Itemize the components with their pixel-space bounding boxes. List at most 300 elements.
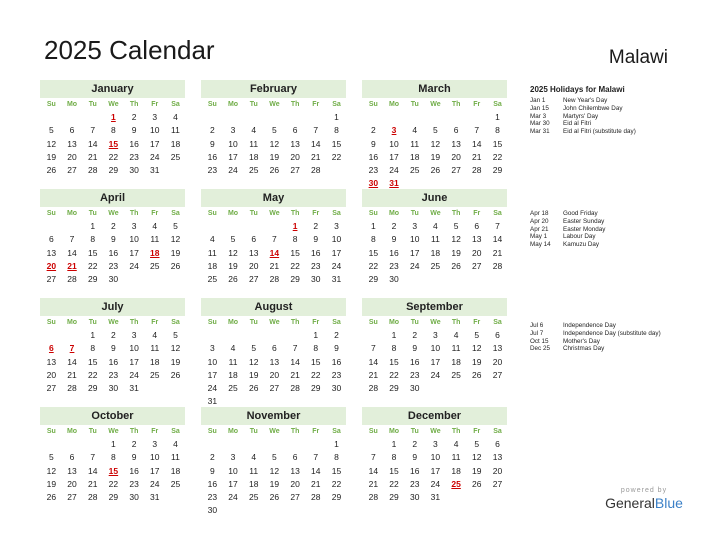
day: 27 <box>269 383 280 394</box>
empty-day <box>202 329 223 342</box>
weekday-label: Tu <box>249 319 258 326</box>
day: 14 <box>368 465 379 476</box>
day: 4 <box>173 112 178 122</box>
holiday-date: Apr 20 <box>530 217 549 225</box>
day: 6 <box>292 125 298 136</box>
holiday-date: Mar 30 <box>530 120 550 128</box>
day: 27 <box>492 478 503 489</box>
day: 19 <box>46 478 57 489</box>
weekday-label: Mo <box>388 210 400 217</box>
day: 25 <box>228 383 238 394</box>
day: 5 <box>453 221 459 231</box>
day: 8 <box>111 125 116 136</box>
day: 29 <box>331 492 342 503</box>
day: 29 <box>87 383 98 394</box>
day: 16 <box>311 247 321 258</box>
holiday-row <box>530 345 700 353</box>
month-december <box>362 407 507 504</box>
day: 6 <box>453 125 459 136</box>
weekday-label: Su <box>368 319 378 326</box>
day: 24 <box>331 260 342 271</box>
weekday-label: Tu <box>410 101 419 108</box>
day: 15 <box>311 356 321 367</box>
empty-day <box>243 220 264 233</box>
day: 4 <box>251 125 257 136</box>
month-name: April <box>40 189 185 207</box>
holiday-row <box>530 241 700 249</box>
day: 7 <box>313 452 319 463</box>
empty-day <box>404 111 425 124</box>
day: 13 <box>269 356 280 367</box>
day: 12 <box>46 465 57 476</box>
day: 5 <box>48 125 54 136</box>
day: 14 <box>311 465 321 476</box>
day: 10 <box>430 343 441 354</box>
weekday-label: Tu <box>249 428 258 435</box>
day-grid <box>362 98 507 191</box>
day: 11 <box>171 452 180 463</box>
day: 16 <box>331 356 342 367</box>
holiday-name: Mother's Day <box>563 337 600 345</box>
day: 22 <box>389 369 399 380</box>
day: 18 <box>451 465 461 476</box>
month-name: September <box>362 298 507 316</box>
holiday-name: Labour Day <box>563 233 596 241</box>
day: 19 <box>228 260 238 271</box>
day: 7 <box>69 234 75 245</box>
month-name: January <box>40 80 185 98</box>
day: 29 <box>389 492 399 503</box>
month-june <box>362 189 507 286</box>
month-july <box>40 298 185 395</box>
day: 12 <box>269 465 280 476</box>
empty-day <box>243 438 264 451</box>
weekday-label: Th <box>451 210 461 217</box>
month-november <box>201 407 346 518</box>
day: 2 <box>334 330 339 340</box>
month-name: October <box>40 407 185 425</box>
empty-day <box>363 329 384 342</box>
day: 21 <box>87 151 98 162</box>
holiday-day: 15 <box>108 138 119 149</box>
month-name: March <box>362 80 507 98</box>
holiday-name: Independence Day (substitute day) <box>563 329 661 337</box>
day: 31 <box>207 396 218 407</box>
day: 9 <box>313 234 319 245</box>
day: 1 <box>313 330 319 340</box>
holiday-date: Jul 6 <box>530 322 544 329</box>
day: 16 <box>129 465 139 476</box>
empty-day <box>202 220 223 233</box>
day: 16 <box>207 478 218 489</box>
day: 12 <box>170 234 181 245</box>
holiday-date: May 1 <box>530 233 548 241</box>
month-april <box>40 189 185 286</box>
holiday-day: 30 <box>368 178 379 189</box>
weekday-label: Fr <box>473 210 481 217</box>
weekday-label: Su <box>46 428 56 435</box>
day: 4 <box>433 221 438 231</box>
empty-day <box>62 111 83 124</box>
day: 30 <box>389 274 399 285</box>
day: 29 <box>389 383 399 394</box>
weekday-label: Mo <box>388 101 400 108</box>
month-may <box>201 189 346 286</box>
day: 12 <box>46 138 57 149</box>
day: 14 <box>87 138 98 149</box>
weekday-label: Su <box>207 428 217 435</box>
day: 18 <box>248 151 259 162</box>
day: 2 <box>111 221 116 231</box>
day: 22 <box>87 260 98 271</box>
holiday-group <box>530 210 700 249</box>
holiday-day: 25 <box>451 478 461 489</box>
holiday-date: Jan 1 <box>530 97 546 104</box>
day: 26 <box>472 369 482 380</box>
day: 13 <box>46 247 57 258</box>
day: 15 <box>331 465 342 476</box>
day: 24 <box>150 478 160 489</box>
day: 9 <box>391 234 397 245</box>
day-grid <box>40 316 185 395</box>
weekday-label: Tu <box>410 210 419 217</box>
day: 26 <box>430 165 441 176</box>
month-name: November <box>201 407 346 425</box>
month-september <box>362 298 507 395</box>
holiday-name: John Chilembwe Day <box>563 104 623 112</box>
day: 19 <box>170 247 181 258</box>
day: 6 <box>272 343 277 354</box>
weekday-label: Fr <box>151 101 159 108</box>
day: 12 <box>451 234 461 245</box>
day: 17 <box>228 478 238 489</box>
holiday-name: Eid al Fitri (substitute day) <box>563 128 636 136</box>
holiday-day: 31 <box>389 178 399 189</box>
weekday-label: Su <box>368 428 378 435</box>
day: 3 <box>209 343 215 354</box>
day: 21 <box>311 478 321 489</box>
day: 28 <box>311 165 321 176</box>
weekday-label: Sa <box>171 319 180 326</box>
day: 9 <box>209 465 215 476</box>
month-january <box>40 80 185 177</box>
empty-day <box>41 438 62 451</box>
day: 6 <box>495 439 500 449</box>
day: 7 <box>90 125 96 136</box>
day: 17 <box>430 465 441 476</box>
day: 7 <box>370 452 376 463</box>
holiday-day: 6 <box>48 343 54 354</box>
weekday-label: Su <box>46 101 56 108</box>
holiday-name: New Year's Day <box>563 97 608 104</box>
day: 10 <box>430 452 441 463</box>
day: 8 <box>391 452 397 463</box>
day: 25 <box>150 369 160 380</box>
day: 27 <box>290 165 300 176</box>
day: 7 <box>292 343 298 354</box>
day: 23 <box>409 369 420 380</box>
day: 26 <box>269 492 280 503</box>
weekday-label: Th <box>129 210 139 217</box>
weekday-label: Sa <box>332 428 341 435</box>
day: 15 <box>290 247 300 258</box>
month-name: August <box>201 298 346 316</box>
weekday-label: Tu <box>88 210 97 217</box>
weekday-label: Su <box>46 210 56 217</box>
weekday-label: Tu <box>88 319 97 326</box>
holiday-date: Apr 21 <box>530 225 549 233</box>
day: 8 <box>495 125 500 136</box>
day: 2 <box>313 221 319 231</box>
weekday-label: Sa <box>332 319 341 326</box>
empty-day <box>264 220 285 233</box>
weekday-label: Th <box>290 210 300 217</box>
day: 8 <box>391 343 397 354</box>
weekday-label: Sa <box>171 428 180 435</box>
day: 28 <box>492 260 503 271</box>
day: 24 <box>207 383 218 394</box>
weekday-label: Th <box>451 319 461 326</box>
weekday-label: Sa <box>493 101 502 108</box>
holiday-row <box>530 128 700 136</box>
month-name: July <box>40 298 185 316</box>
day: 3 <box>131 330 137 340</box>
holiday-row <box>530 120 700 128</box>
day: 14 <box>368 356 379 367</box>
day: 21 <box>87 478 98 489</box>
day: 8 <box>90 234 96 245</box>
day: 20 <box>67 151 77 162</box>
day: 20 <box>472 247 482 258</box>
powered-by-text: powered by <box>620 487 668 494</box>
day: 28 <box>290 383 300 394</box>
weekday-label: Th <box>290 101 300 108</box>
holiday-row <box>530 97 700 105</box>
weekday-label: Mo <box>227 319 239 326</box>
day: 6 <box>292 452 298 463</box>
weekday-label: Th <box>290 319 300 326</box>
day: 5 <box>230 234 236 245</box>
day: 3 <box>131 221 137 231</box>
weekday-label: Mo <box>388 319 400 326</box>
day: 12 <box>472 452 482 463</box>
weekday-label: We <box>430 210 441 217</box>
day: 8 <box>90 343 96 354</box>
day: 29 <box>368 274 379 285</box>
day: 28 <box>368 492 379 503</box>
day: 31 <box>129 383 139 394</box>
weekday-label: Fr <box>151 428 159 435</box>
day: 13 <box>492 343 503 354</box>
weekday-label: Tu <box>88 101 97 108</box>
day-grid <box>201 316 346 409</box>
day: 28 <box>67 274 77 285</box>
day: 24 <box>430 369 441 380</box>
day: 20 <box>451 151 461 162</box>
day: 29 <box>311 383 321 394</box>
holiday-date: Jul 7 <box>530 329 544 337</box>
day: 24 <box>409 260 420 271</box>
day: 22 <box>331 478 342 489</box>
empty-day <box>285 329 306 342</box>
day: 4 <box>453 330 459 340</box>
day: 23 <box>311 260 321 271</box>
day: 7 <box>495 221 500 231</box>
day: 10 <box>389 138 399 149</box>
day: 22 <box>311 369 321 380</box>
country-name: Malawi <box>608 47 668 68</box>
day: 17 <box>228 151 238 162</box>
day: 2 <box>209 125 215 136</box>
holiday-date: Apr 18 <box>530 210 549 217</box>
day: 18 <box>409 151 420 162</box>
day: 6 <box>474 221 480 231</box>
holiday-day: 21 <box>67 260 77 271</box>
holiday-day: 20 <box>46 260 57 271</box>
day: 17 <box>430 356 441 367</box>
holiday-name: Christmas Day <box>563 345 605 353</box>
day: 24 <box>389 165 399 176</box>
holiday-date: Mar 31 <box>530 128 550 136</box>
day: 19 <box>248 369 259 380</box>
holiday-day: 7 <box>69 343 75 354</box>
day: 13 <box>290 465 300 476</box>
day: 26 <box>46 165 57 176</box>
day: 5 <box>48 452 54 463</box>
day: 20 <box>67 478 77 489</box>
day: 23 <box>331 369 342 380</box>
day: 23 <box>108 369 119 380</box>
empty-day <box>223 329 244 342</box>
empty-day <box>41 220 62 233</box>
day: 3 <box>230 452 236 463</box>
day: 27 <box>248 274 259 285</box>
day: 19 <box>472 356 482 367</box>
day: 12 <box>248 356 259 367</box>
day: 9 <box>412 343 418 354</box>
day-grid <box>40 207 185 286</box>
day: 24 <box>228 492 238 503</box>
weekday-label: Th <box>129 428 139 435</box>
day: 27 <box>451 165 461 176</box>
day: 30 <box>207 505 218 516</box>
month-name: December <box>362 407 507 425</box>
weekday-label: Th <box>129 101 139 108</box>
day: 20 <box>46 369 57 380</box>
day: 1 <box>334 112 339 122</box>
day: 5 <box>474 439 480 449</box>
day: 7 <box>90 452 96 463</box>
holiday-name: Good Friday <box>563 210 598 217</box>
day: 2 <box>131 112 137 122</box>
brand-general: General <box>605 495 655 511</box>
day: 7 <box>313 125 319 136</box>
day: 10 <box>129 234 139 245</box>
day: 14 <box>67 247 77 258</box>
day: 19 <box>269 478 280 489</box>
day: 14 <box>311 138 321 149</box>
day: 30 <box>409 383 420 394</box>
day: 28 <box>87 492 98 503</box>
weekday-label: Tu <box>249 210 258 217</box>
day: 1 <box>370 221 376 231</box>
day: 17 <box>129 356 139 367</box>
months-grid <box>40 80 503 520</box>
holiday-date: Oct 15 <box>530 337 549 345</box>
holiday-list-title: 2025 Holidays for Malawi <box>530 85 625 94</box>
day: 15 <box>492 138 503 149</box>
day: 28 <box>269 274 280 285</box>
day: 19 <box>472 465 482 476</box>
day: 8 <box>111 452 116 463</box>
day: 2 <box>391 221 397 231</box>
weekday-label: Sa <box>493 319 502 326</box>
holiday-day: 18 <box>150 247 160 258</box>
day: 23 <box>207 165 218 176</box>
day: 20 <box>290 478 300 489</box>
day: 28 <box>67 383 77 394</box>
day: 27 <box>492 369 503 380</box>
day-grid <box>362 207 507 286</box>
day: 20 <box>248 260 259 271</box>
day: 19 <box>269 151 280 162</box>
day: 30 <box>108 383 119 394</box>
day: 10 <box>150 125 160 136</box>
day: 15 <box>87 247 98 258</box>
day: 10 <box>129 343 139 354</box>
page-title: 2025 Calendar <box>44 35 215 65</box>
day: 25 <box>170 478 181 489</box>
day: 12 <box>269 138 280 149</box>
day-grid <box>362 425 507 504</box>
holiday-name: Kamuzu Day <box>563 241 600 249</box>
day: 11 <box>249 138 259 149</box>
day-grid <box>201 98 346 177</box>
day: 21 <box>492 247 503 258</box>
day: 3 <box>433 330 438 340</box>
day: 22 <box>290 260 300 271</box>
day-grid <box>40 425 185 504</box>
day: 26 <box>248 383 259 394</box>
generalblue-logo <box>588 486 700 512</box>
day: 27 <box>472 260 482 271</box>
weekday-label: Mo <box>66 101 78 108</box>
day: 28 <box>87 165 98 176</box>
day: 22 <box>108 478 119 489</box>
day: 26 <box>269 165 280 176</box>
brand-blue: Blue <box>654 495 683 511</box>
holiday-row <box>530 210 700 218</box>
holiday-date: Mar 3 <box>530 112 547 120</box>
weekday-label: Tu <box>410 319 419 326</box>
day: 15 <box>331 138 342 149</box>
day: 17 <box>207 369 218 380</box>
day: 26 <box>46 492 57 503</box>
day: 16 <box>108 356 119 367</box>
weekday-label: We <box>108 101 119 108</box>
weekday-label: Sa <box>171 101 180 108</box>
weekday-label: Fr <box>151 319 159 326</box>
day: 27 <box>67 165 77 176</box>
day: 17 <box>389 151 399 162</box>
day: 11 <box>150 343 160 354</box>
day: 30 <box>129 492 139 503</box>
empty-day <box>82 438 103 451</box>
weekday-label: Fr <box>473 101 481 108</box>
day: 18 <box>170 138 181 149</box>
day: 21 <box>67 369 77 380</box>
day: 25 <box>170 151 181 162</box>
